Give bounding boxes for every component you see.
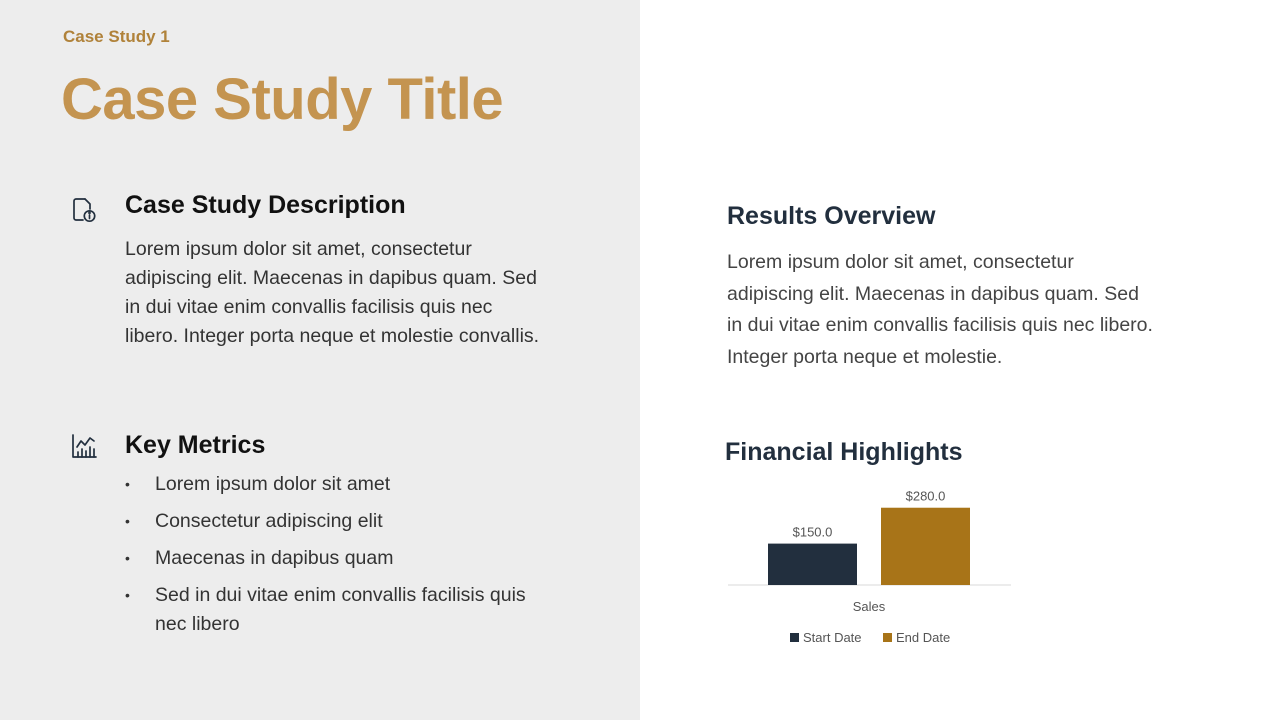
description-body: Lorem ipsum dolor sit amet, consectetur adipiscing elit. Maecenas in dapibus quam. Sed in dui vitae enim convallis facilisis quis nec libero. Integer porta neque et molestie convallis. bbox=[125, 238, 540, 347]
financial-chart bbox=[720, 485, 1020, 655]
legend-label: End Date bbox=[896, 630, 951, 645]
legend-swatch bbox=[883, 633, 892, 642]
financial-heading: Financial Highlights bbox=[725, 438, 963, 466]
bar bbox=[881, 508, 970, 585]
data-label: $280.0 bbox=[905, 488, 946, 504]
metrics-list bbox=[125, 470, 545, 647]
legend-swatch bbox=[790, 633, 799, 642]
bar-chart bbox=[720, 485, 1020, 655]
legend-label: Start Date bbox=[803, 630, 862, 645]
line-chart-icon bbox=[70, 432, 98, 460]
list-item: • Lorem ipsum dolor sit amet bbox=[125, 470, 545, 499]
document-info-icon bbox=[70, 196, 98, 224]
list-item: • Maecenas in dapibus quam bbox=[125, 544, 545, 573]
category-label: Sales bbox=[852, 599, 886, 614]
slide-title: Case Study Title bbox=[61, 67, 504, 132]
list-item: • Consectetur adipiscing elit bbox=[125, 507, 545, 536]
bar bbox=[768, 544, 857, 585]
description-heading: Case Study Description bbox=[125, 191, 406, 219]
case-study-eyebrow: Case Study 1 bbox=[63, 27, 170, 46]
list-item: • Sed in dui vitae enim convallis facilisis quis nec libero bbox=[125, 581, 545, 639]
data-label: $150.0 bbox=[792, 524, 833, 540]
results-body: Lorem ipsum dolor sit amet, consectetur adipiscing elit. Maecenas in dapibus quam. Sed in dui vitae enim convallis facilisis quis nec libero. Integer porta neque et molestie. bbox=[727, 251, 1153, 368]
results-heading: Results Overview bbox=[727, 202, 936, 230]
metrics-heading: Key Metrics bbox=[125, 431, 266, 459]
